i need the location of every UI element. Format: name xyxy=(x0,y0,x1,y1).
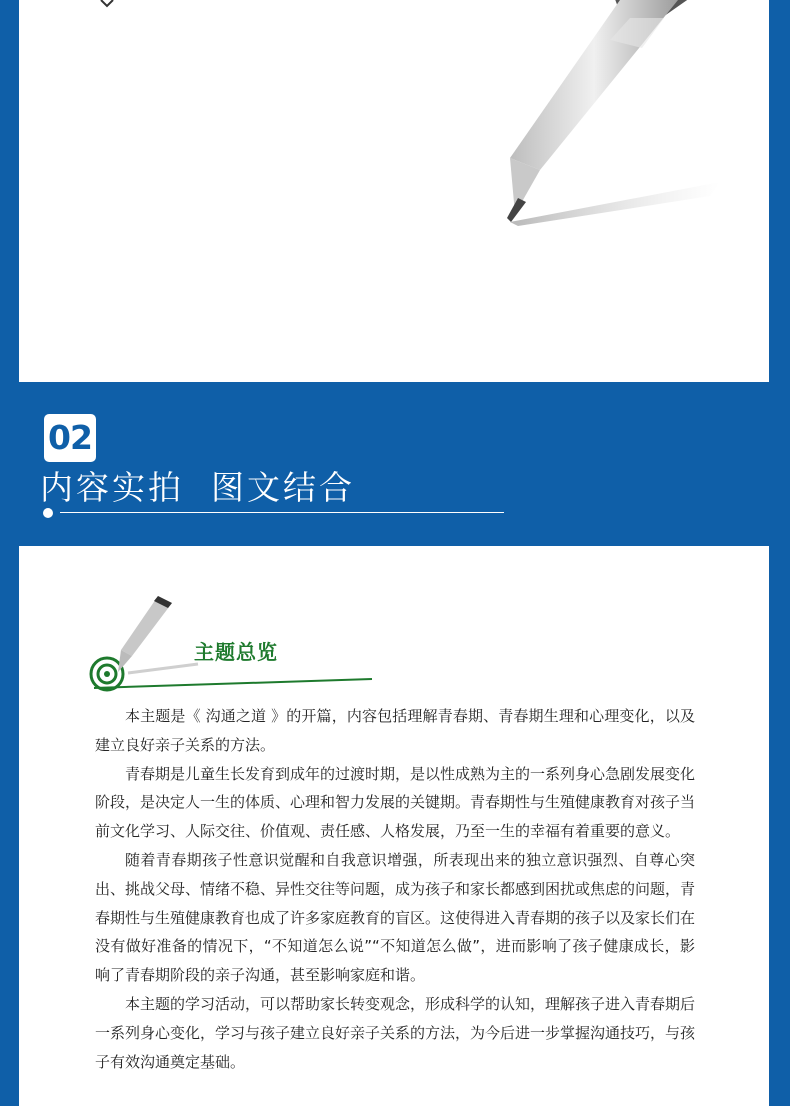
title-underline xyxy=(60,512,504,513)
paragraph: 青春期是儿童生长发育到成年的过渡时期，是以性成熟为主的一系列身心急剧发展变化阶段，是决定人一生的体质、心理和智力发展的关键期。青春期性与生殖健康教育对孩子当前文化学习、人际交往、价值观、责任感、人格发展，乃至一生的幸福有着重要的意义。 xyxy=(95,764,696,841)
pencil-illustration xyxy=(470,0,770,240)
body-text xyxy=(95,702,695,1076)
section-subheading: 主题总览 xyxy=(194,640,278,664)
paragraph: 本主题的学习活动，可以帮助家长转变观念，形成科学的认知，理解孩子进入青春期后一系列身心变化，学习与孩子建立良好亲子关系的方法，为今后进一步掌握沟通技巧，与孩子有效沟通奠定基础。 xyxy=(95,994,696,1071)
chevron-down-icon xyxy=(100,0,114,8)
paragraph: 随着青春期孩子性意识觉醒和自我意识增强，所表现出来的独立意识强烈、自尊心突出、挑战父母、情绪不稳、异性交往等问题，成为孩子和家长都感到困扰或焦虑的问题，青春期性与生殖健康教育也成了许多家庭教育的盲区。这使得进入青春期的孩子以及家长们在没有做好准备的情况下，“不知道怎么说”“不知道怎么做”，进而影响了孩子健康成长，影响了青春期阶段的亲子沟通，甚至影响家庭和谐。 xyxy=(95,850,696,985)
paragraph: 本主题是《 沟通之道 》的开篇，内容包括理解青春期、青春期生理和心理变化，以及建立良好亲子关系的方法。 xyxy=(95,707,695,754)
section-title: 内容实拍 图文结合 xyxy=(40,468,355,507)
section-number-badge: 02 xyxy=(44,414,96,462)
title-rule-dot xyxy=(43,508,53,518)
